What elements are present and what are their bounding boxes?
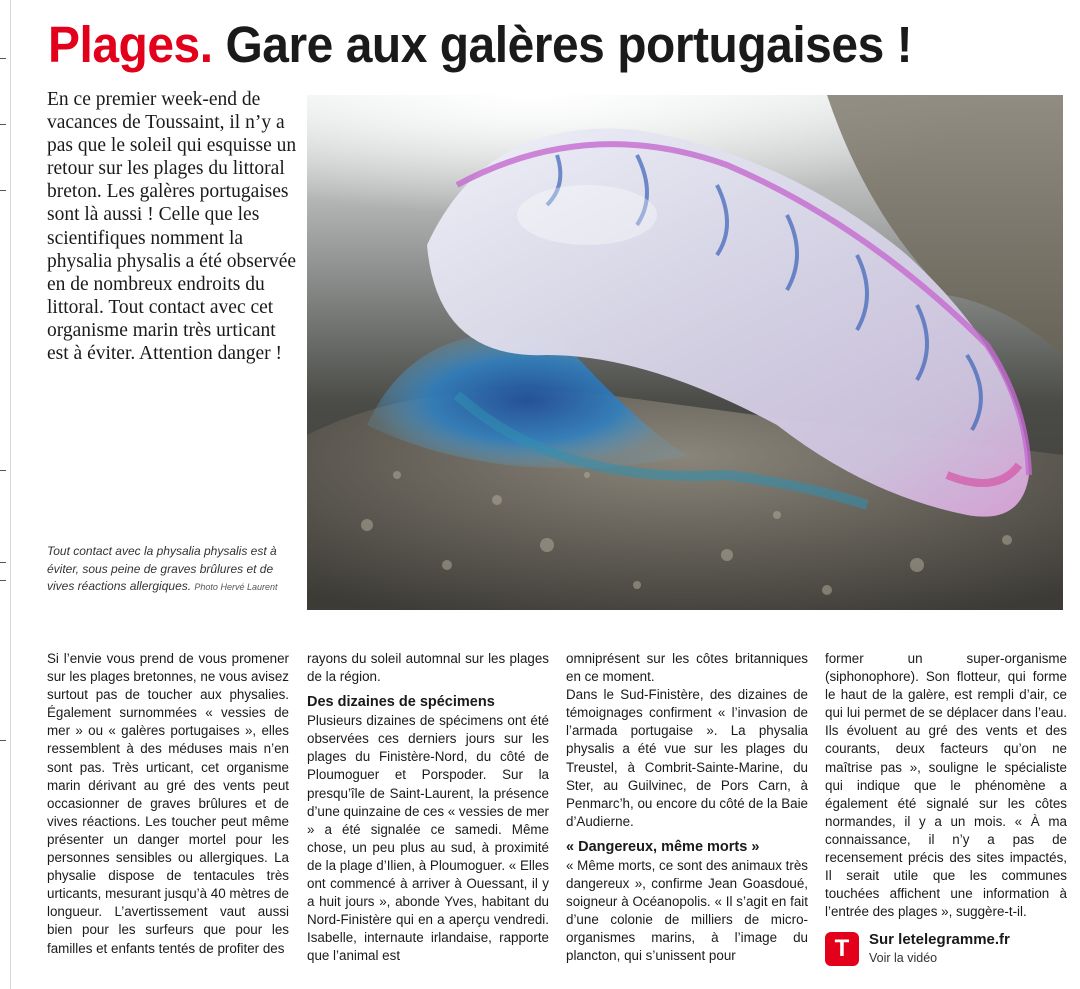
portuguese-man-of-war-image	[307, 95, 1063, 610]
promo-subtitle[interactable]: Voir la vidéo	[869, 951, 938, 965]
headline-title: Gare aux galères portugaises !	[225, 16, 913, 73]
headline-kicker: Plages.	[48, 16, 213, 73]
promo-title[interactable]: Sur letelegramme.fr	[869, 931, 1010, 948]
body-paragraph: Dans le Sud-Finistère, des dizaines de témoignages confirment « l’invasion de l’armada portugaise ». La physalia physalis a été vue sur les plages du Treustel, à Combrit-Sainte-Marine, du Ster, au Guilvinec, de Pors Carn, à Penmarc’h, ou encore du côté de la Baie d’Audierne.	[566, 687, 808, 829]
subheading: Des dizaines de spécimens	[307, 694, 495, 711]
gutter-mark	[0, 190, 6, 191]
caption-text: Tout contact avec la physalia physalis est à éviter, sous peine de graves brûlures et de vives réactions allergiques.	[47, 544, 277, 593]
gutter-mark	[0, 124, 6, 125]
body-column-2	[307, 650, 549, 966]
body-paragraph: Plusieurs dizaines de spécimens ont été observées ces derniers jours sur les plages du Finistère-Nord, du côté de Ploumoguer et Porspoder. Sur la presqu’île de Saint-Laurent, la présence d’une quinzaine de ces « vessies de mer » a été signalée ce samedi. Même chose, un peu plus au sud, à proximité de la plage d’Ilien, à Ploumoguer. « Elles ont commencé à arriver à Ouessant, il y a huit jours », abonde Yves, habitant du Nord-Finistère qui en a aperçu vendredi. Isabelle, internaute irlandaise, rapporte que l’animal est	[307, 713, 549, 964]
lead-paragraph: En ce premier week-end de vacances de Toussaint, il n’y a pas que le soleil qui esquisse un retour sur les plages du littoral breton. Les galères portugaises sont là aussi ! Celle que les scientifiques nomment la physalia physalis a été observée en de nombreux endroits du littoral. Tout contact avec cet organisme marin très urticant est à éviter. Attention danger !	[47, 89, 297, 365]
headline	[48, 10, 1007, 80]
gutter-mark	[0, 58, 6, 59]
body-column-1	[47, 650, 289, 958]
body-paragraph: omniprésent sur les côtes britanniques en ce moment.	[566, 651, 808, 685]
body-paragraph: « Même morts, ce sont des animaux très dangereux », confirme Jean Goasdoué, soigneur à Océanopolis. « Il s’agit en fait d’une colonie de milliers de micro-organismes marins, à l’image du plancton, qui s’unissent pour	[566, 857, 808, 964]
article-photo	[307, 95, 1063, 610]
gutter-mark	[0, 562, 6, 563]
letelegramme-logo-icon: T	[825, 932, 859, 966]
gutter-mark	[0, 470, 6, 471]
gutter-mark	[0, 740, 6, 741]
subheading: « Dangereux, même morts »	[566, 838, 760, 855]
body-column-3	[566, 650, 808, 966]
body-column-4	[825, 650, 1067, 921]
column-rule	[10, 0, 11, 989]
body-paragraph: former un super-organisme (siphonophore). Son flotteur, qui forme le haut de la galère, est rempli d’air, ce qui lui permet de se déplacer dans l’eau. Ils évoluent au gré des vents et des courants, deux facteurs qu’on ne maîtrise pas », souligne le spécialiste qui indique que le phénomène a également été signalé sur les côtes normandes, il y a un mois. « À ma connaissance, il n’y a pas de recensement précis des sites impactés, Il serait utile que les communes touchées affichent une information à l’entrée des plages », suggère-t-il.	[825, 651, 1067, 920]
photo-credit: Photo Hervé Laurent	[194, 582, 278, 592]
photo-caption	[47, 543, 295, 597]
body-paragraph: rayons du soleil automnal sur les plages de la région.	[307, 651, 549, 685]
body-paragraph: Si l’envie vous prend de vous promener sur les plages bretonnes, ne vous avisez surtout pas de toucher aux physalies. Également surnommées « vessies de mer » ou « galères portugaises », elles ressemblent à des méduses mais n’en sont pas. Très urticant, cet organisme marin dérivant au gré des vents peut occasionner de graves brûlures et de vives réactions. Les toucher peut même présenter un danger mortel pour les personnes sensibles ou allergiques. La physalie dispose de tentacules très urticants, mesurant jusqu’à 40 mètres de longueur. L’avertissement vaut aussi bien pour les surfeurs que pour les familles et enfants tentés de profiter des	[47, 651, 289, 956]
gutter-mark	[0, 580, 6, 581]
web-promo[interactable]	[825, 930, 1065, 972]
